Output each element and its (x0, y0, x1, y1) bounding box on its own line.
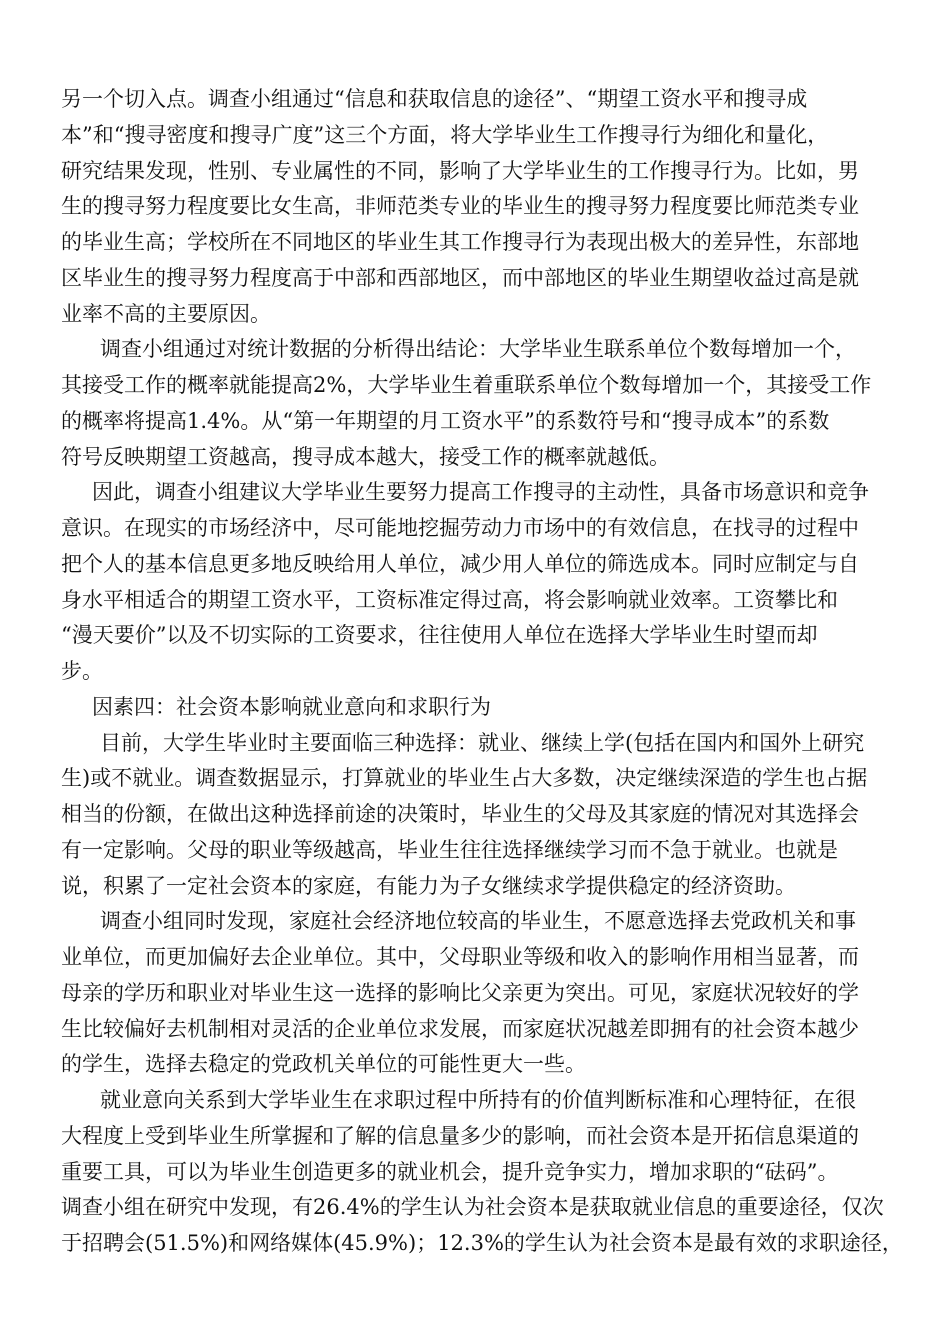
text-line-17: 步。 (61, 659, 103, 683)
section-heading: 因素四：社会资本影响就业意向和求职行为 (92, 695, 491, 719)
text-line-2: 本”和“搜寻密度和搜寻广度”这三个方面，将大学毕业生工作搜寻行为细化和量化， (61, 123, 829, 147)
text-line-26: 母亲的学历和职业对毕业生这一选择的影响比父亲更为突出。可见，家庭状况较好的学 (61, 981, 859, 1005)
text-line-20: 生)或不就业。调查数据显示，打算就业的毕业生占大多数，决定继续深造的学生也占据 (61, 766, 868, 790)
text-line-6: 区毕业生的搜寻努力程度高于中部和西部地区，而中部地区的毕业生期望收益过高是就 (61, 266, 859, 290)
text-line-33: 于招聘会(51.5%)和网络媒体(45.9%)；12.3%的学生认为社会资本是最有效的求职途径， (61, 1231, 903, 1255)
text-line-3: 研究结果发现，性别、专业属性的不同，影响了大学毕业生的工作搜寻行为。比如，男 (61, 159, 859, 183)
text-line-31: 重要工具，可以为毕业生创造更多的就业机会，提升竞争实力，增加求职的“砝码”。 (61, 1160, 839, 1184)
text-line-24: 调查小组同时发现，家庭社会经济地位较高的毕业生，不愿意选择去党政机关和事 (100, 909, 856, 933)
text-line-21: 相当的份额，在做出这种选择前途的决策时，毕业生的父母及其家庭的情况对其选择会 (61, 802, 859, 826)
text-line-30: 大程度上受到毕业生所掌握和了解的信息量多少的影响，而社会资本是开拓信息渠道的 (61, 1124, 859, 1148)
text-line-11: 符号反映期望工资越高，搜寻成本越大，接受工作的概率就越低。 (61, 445, 670, 469)
text-line-13: 意识。在现实的市场经济中，尽可能地挖掘劳动力市场中的有效信息，在找寻的过程中 (61, 516, 859, 540)
text-line-16: “漫天要价”以及不切实际的工资要求，往往使用人单位在选择大学毕业生时望而却 (61, 623, 818, 647)
text-line-10: 的概率将提高1.4%。从“第一年期望的月工资水平”的系数符号和“搜寻成本”的系数 (61, 409, 830, 433)
text-line-8: 调查小组通过对统计数据的分析得出结论：大学毕业生联系单位个数每增加一个， (100, 337, 856, 361)
text-line-19: 目前，大学生毕业时主要面临三种选择：就业、继续上学(包括在国内和国外上研究 (100, 731, 865, 755)
text-line-1: 另一个切入点。调查小组通过“信息和获取信息的途径”、“期望工资水平和搜寻成 (61, 87, 808, 111)
text-line-4: 生的搜寻努力程度要比女生高，非师范类专业的毕业生的搜寻努力程度要比师范类专业 (61, 194, 859, 218)
text-line-9: 其接受工作的概率就能提高2%，大学毕业生着重联系单位个数每增加一个，其接受工作 (61, 373, 872, 397)
text-line-32: 调查小组在研究中发现，有26.4%的学生认为社会资本是获取就业信息的重要途径，仅次 (61, 1195, 884, 1219)
text-line-12: 因此，调查小组建议大学毕业生要努力提高工作搜寻的主动性，具备市场意识和竞争 (92, 480, 869, 504)
text-line-25: 业单位，而更加偏好去企业单位。其中，父母职业等级和收入的影响作用相当显著，而 (61, 945, 859, 969)
text-line-22: 有一定影响。父母的职业等级越高，毕业生往往选择继续学习而不急于就业。也就是 (61, 838, 838, 862)
text-line-14: 把个人的基本信息更多地反映给用人单位，减少用人单位的筛选成本。同时应制定与自 (61, 552, 859, 576)
text-line-27: 生比较偏好去机制相对灵活的企业单位求发展，而家庭状况越差即拥有的社会资本越少 (61, 1017, 859, 1041)
text-line-5: 的毕业生高；学校所在不同地区的毕业生其工作搜寻行为表现出极大的差异性，东部地 (61, 230, 859, 254)
text-line-29: 就业意向关系到大学毕业生在求职过程中所持有的价值判断标准和心理特征，在很 (100, 1088, 856, 1112)
text-line-23: 说，积累了一定社会资本的家庭，有能力为子女继续求学提供稳定的经济资助。 (61, 874, 796, 898)
text-line-15: 身水平相适合的期望工资水平，工资标准定得过高，将会影响就业效率。工资攀比和 (61, 588, 838, 612)
text-line-28: 的学生，选择去稳定的党政机关单位的可能性更大一些。 (61, 1052, 586, 1076)
text-line-7: 业率不高的主要原因。 (61, 302, 271, 326)
